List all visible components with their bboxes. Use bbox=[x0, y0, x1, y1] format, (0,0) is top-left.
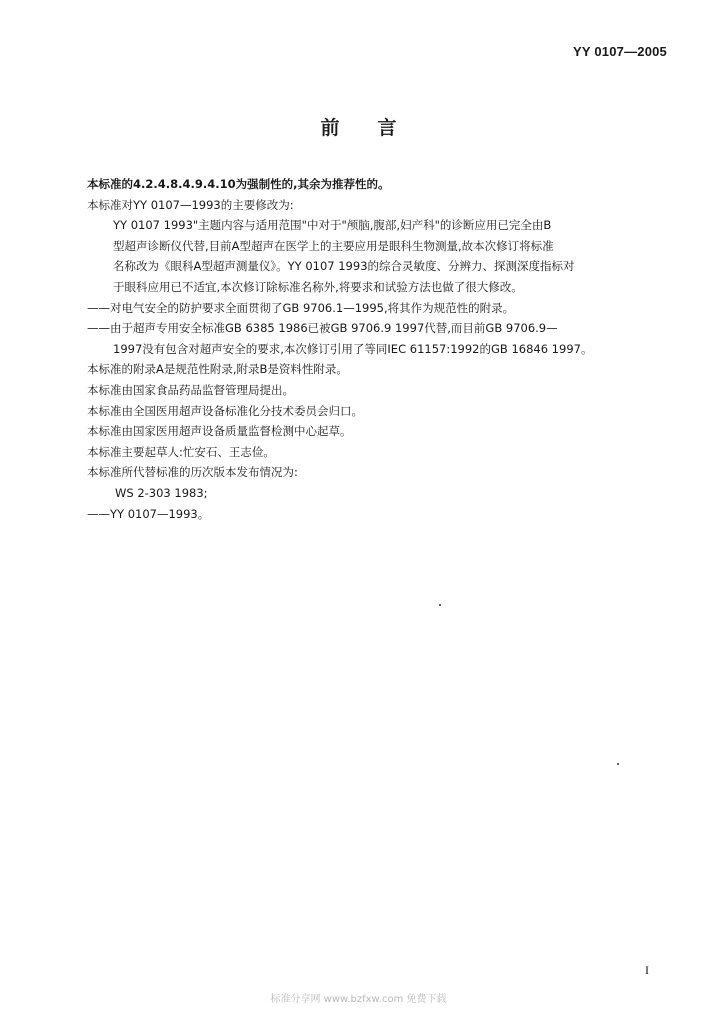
paragraph-appendix: 本标准的附录A是规范性附录,附录B是资料性附录。 bbox=[87, 362, 348, 377]
page-title: 前言 bbox=[320, 117, 435, 139]
change-item-1-line-1: YY 0107 1993"主题内容与适用范围"中对于"颅脑,腹部,妇产科"的诊断应用已完全由B bbox=[113, 218, 552, 233]
change-item-2: ——对电气安全的防护要求全面贯彻了GB 9706.1—1995,将其作为规范性的附录。 bbox=[87, 300, 515, 315]
change-item-3-line-2: 1997没有包含对超声安全的要求,本次修订引用了等同IEC 61157:1992的GB 16846 1997。 bbox=[113, 341, 593, 356]
paragraph-drafted-by: 本标准由国家医用超声设备质量监督检测中心起草。 bbox=[87, 424, 352, 439]
paragraph-managed-by: 本标准由全国医用超声设备标准化分技术委员会归口。 bbox=[87, 403, 363, 418]
scan-speck bbox=[617, 763, 619, 765]
change-item-1-line-2: 型超声诊断仪代替,目前A型超声在医学上的主要应用是眼科生物测量,故本次修订将标准 bbox=[113, 238, 554, 253]
watermark: 标准分享网 www.bzfxw.com 免费下载 bbox=[270, 994, 447, 1005]
paragraph-proposed-by: 本标准由国家食品药品监督管理局提出。 bbox=[87, 382, 294, 397]
change-item-1-line-3: 名称改为《眼科A型超声测量仪》。YY 0107 1993的综合灵敏度、分辨力、探测深度指标对 bbox=[113, 259, 575, 274]
history-item-1: WS 2-303 1983; bbox=[115, 485, 208, 500]
change-item-3-line-1: ——由于超声专用安全标准GB 6385 1986已被GB 9706.9 1997代替,而目前GB 9706.9— bbox=[87, 321, 558, 336]
paragraph-mandatory-clauses: 本标准的4.2.4.8.4.9.4.10为强制性的,其余为推荐性的。 bbox=[87, 177, 390, 191]
paragraph-history-intro: 本标准所代替标准的历次版本发布情况为: bbox=[87, 465, 298, 480]
paragraph-drafters: 本标准主要起草人:忙安石、王志俭。 bbox=[87, 444, 275, 459]
document-code: YY 0107—2005 bbox=[573, 44, 667, 59]
paragraph-main-changes-intro: 本标准对YY 0107—1993的主要修改为: bbox=[87, 197, 294, 212]
foreword-body bbox=[87, 174, 662, 524]
scan-speck bbox=[439, 604, 441, 606]
change-item-1-line-4: 于眼科应用已不适宜,本次修订除标准名称外,将要求和试验方法也做了很大修改。 bbox=[113, 279, 523, 294]
history-item-2: ——YY 0107—1993。 bbox=[87, 506, 210, 521]
page-number: I bbox=[645, 963, 649, 977]
